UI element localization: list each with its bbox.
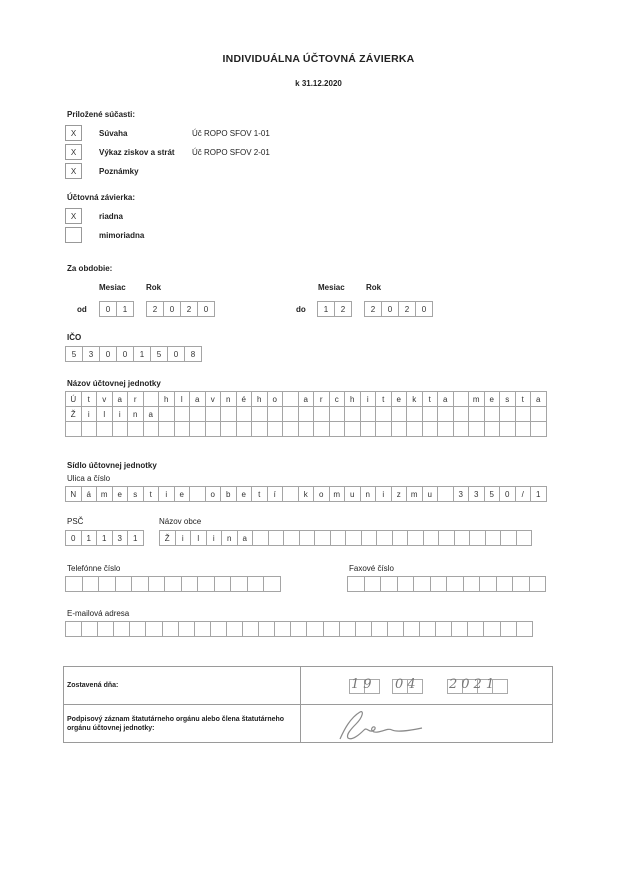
char-cell[interactable] bbox=[355, 621, 372, 637]
from-label: od bbox=[77, 305, 87, 314]
char-cell[interactable] bbox=[205, 406, 222, 422]
char-cell[interactable] bbox=[376, 530, 393, 546]
char-cell[interactable]: l bbox=[96, 406, 113, 422]
phone-field[interactable] bbox=[65, 576, 280, 592]
ico-label: IČO bbox=[67, 333, 82, 342]
char-cell[interactable] bbox=[181, 576, 199, 592]
to-year-label: Rok bbox=[366, 283, 382, 292]
char-cell[interactable] bbox=[413, 576, 431, 592]
char-cell[interactable] bbox=[515, 421, 532, 437]
char-cell[interactable] bbox=[435, 621, 452, 637]
char-cell[interactable]: n bbox=[127, 406, 144, 422]
char-cell[interactable]: n bbox=[220, 391, 237, 407]
char-cell[interactable] bbox=[484, 421, 501, 437]
char-cell[interactable] bbox=[391, 406, 408, 422]
handwritten-signature bbox=[330, 708, 430, 742]
char-cell[interactable] bbox=[499, 421, 516, 437]
char-cell[interactable]: v bbox=[96, 391, 113, 407]
char-cell[interactable] bbox=[446, 576, 464, 592]
digit-cell[interactable]: 8 bbox=[184, 346, 202, 362]
statement-type-heading: Účtovná závierka: bbox=[67, 193, 136, 202]
char-cell[interactable]: h bbox=[158, 391, 175, 407]
char-cell[interactable] bbox=[194, 621, 211, 637]
char-cell[interactable] bbox=[496, 576, 514, 592]
char-cell[interactable] bbox=[437, 486, 454, 502]
char-cell[interactable] bbox=[210, 621, 227, 637]
char-cell[interactable] bbox=[236, 421, 253, 437]
char-cell[interactable] bbox=[112, 421, 129, 437]
char-cell[interactable]: 0 bbox=[499, 486, 516, 502]
char-cell[interactable] bbox=[113, 621, 130, 637]
digit-cell[interactable]: 2 bbox=[180, 301, 198, 317]
char-cell[interactable] bbox=[344, 406, 361, 422]
street-field[interactable] bbox=[65, 486, 546, 502]
char-cell[interactable] bbox=[437, 406, 454, 422]
char-cell[interactable]: a bbox=[437, 391, 454, 407]
char-cell[interactable]: 3 bbox=[453, 486, 470, 502]
char-cell[interactable]: t bbox=[143, 486, 160, 502]
signature-record-label: Podpisový záznam štatutárneho orgánu alebo člena štatutárneho orgánu účtovnej jednotky: bbox=[67, 716, 285, 732]
char-cell[interactable]: m bbox=[468, 391, 485, 407]
email-field[interactable] bbox=[65, 621, 532, 637]
to-label: do bbox=[296, 305, 306, 314]
char-cell[interactable] bbox=[247, 576, 265, 592]
compiled-date-label: Zostavená dňa: bbox=[67, 682, 119, 689]
char-cell[interactable] bbox=[345, 530, 362, 546]
from-year-field[interactable] bbox=[146, 301, 214, 317]
char-cell[interactable] bbox=[387, 621, 404, 637]
char-cell[interactable] bbox=[467, 621, 484, 637]
char-cell[interactable] bbox=[65, 576, 83, 592]
char-cell[interactable] bbox=[98, 576, 116, 592]
digit-cell[interactable]: 0 bbox=[197, 301, 215, 317]
char-cell[interactable] bbox=[174, 421, 191, 437]
char-cell[interactable] bbox=[258, 621, 275, 637]
char-cell[interactable] bbox=[313, 406, 330, 422]
char-cell[interactable]: h bbox=[344, 391, 361, 407]
char-cell[interactable] bbox=[252, 530, 269, 546]
char-cell[interactable]: o bbox=[267, 391, 284, 407]
char-cell[interactable]: a bbox=[143, 406, 160, 422]
char-cell[interactable] bbox=[298, 406, 315, 422]
char-cell[interactable] bbox=[499, 406, 516, 422]
char-cell[interactable]: u bbox=[344, 486, 361, 502]
phone-label: Telefónne číslo bbox=[67, 564, 121, 573]
char-cell[interactable] bbox=[339, 621, 356, 637]
char-cell[interactable] bbox=[299, 530, 316, 546]
divider bbox=[63, 704, 553, 705]
char-cell[interactable]: t bbox=[81, 391, 98, 407]
char-cell[interactable]: z bbox=[391, 486, 408, 502]
char-cell[interactable] bbox=[360, 421, 377, 437]
char-cell[interactable] bbox=[189, 421, 206, 437]
char-cell[interactable] bbox=[406, 421, 423, 437]
component-checkbox-income[interactable]: X bbox=[65, 144, 82, 160]
unit-name-label: Názov účtovnej jednotky bbox=[67, 379, 161, 388]
char-cell[interactable] bbox=[454, 530, 471, 546]
char-cell[interactable] bbox=[512, 576, 530, 592]
component-checkbox-notes[interactable]: X bbox=[65, 163, 82, 179]
char-cell[interactable] bbox=[330, 530, 347, 546]
char-cell[interactable] bbox=[479, 576, 497, 592]
document-title: INDIVIDUÁLNA ÚČTOVNÁ ZÁVIERKA bbox=[222, 53, 415, 65]
char-cell[interactable] bbox=[422, 406, 439, 422]
char-cell[interactable] bbox=[375, 421, 392, 437]
char-cell[interactable] bbox=[97, 621, 114, 637]
city-field[interactable] bbox=[159, 530, 531, 546]
char-cell[interactable] bbox=[397, 576, 415, 592]
char-cell[interactable] bbox=[306, 621, 323, 637]
document-date: k 31.12.2020 bbox=[295, 79, 342, 88]
digit-cell[interactable]: 5 bbox=[65, 346, 83, 362]
char-cell[interactable] bbox=[268, 530, 285, 546]
char-cell[interactable] bbox=[453, 406, 470, 422]
char-cell[interactable]: a bbox=[237, 530, 254, 546]
city-label: Názov obce bbox=[159, 517, 202, 526]
char-cell[interactable] bbox=[251, 421, 268, 437]
street-label: Ulica a číslo bbox=[67, 474, 111, 483]
digit-cell[interactable]: 0 bbox=[163, 301, 181, 317]
char-cell[interactable] bbox=[323, 621, 340, 637]
component-checkbox-balance[interactable]: X bbox=[65, 125, 82, 141]
char-cell[interactable] bbox=[485, 530, 502, 546]
char-cell[interactable] bbox=[145, 621, 162, 637]
char-cell[interactable] bbox=[516, 621, 533, 637]
char-cell[interactable]: N bbox=[65, 486, 82, 502]
statement-checkbox-regular[interactable]: X bbox=[65, 208, 82, 224]
char-cell[interactable]: t bbox=[251, 486, 268, 502]
char-cell[interactable]: é bbox=[236, 391, 253, 407]
char-cell[interactable] bbox=[364, 576, 382, 592]
char-cell[interactable]: o bbox=[313, 486, 330, 502]
char-cell[interactable]: s bbox=[127, 486, 144, 502]
to-month-label: Mesiac bbox=[318, 283, 345, 292]
char-cell[interactable] bbox=[430, 576, 448, 592]
char-cell[interactable] bbox=[282, 391, 299, 407]
psc-field[interactable] bbox=[65, 530, 143, 546]
char-cell[interactable]: n bbox=[360, 486, 377, 502]
char-cell[interactable] bbox=[205, 421, 222, 437]
char-cell[interactable]: 5 bbox=[484, 486, 501, 502]
char-cell[interactable]: 1 bbox=[127, 530, 144, 546]
char-cell[interactable]: 1 bbox=[81, 530, 98, 546]
char-cell[interactable] bbox=[329, 406, 346, 422]
char-cell[interactable]: t bbox=[422, 391, 439, 407]
digit-cell[interactable]: 0 bbox=[116, 346, 134, 362]
char-cell[interactable] bbox=[220, 406, 237, 422]
char-cell[interactable] bbox=[174, 406, 191, 422]
digit-cell[interactable]: 3 bbox=[82, 346, 100, 362]
char-cell[interactable] bbox=[282, 486, 299, 502]
digit-cell[interactable]: 0 bbox=[99, 301, 117, 317]
char-cell[interactable] bbox=[96, 421, 113, 437]
fax-field[interactable] bbox=[347, 576, 545, 592]
component-label-notes: Poznámky bbox=[99, 167, 139, 176]
statement-label-regular: riadna bbox=[99, 212, 124, 221]
char-cell[interactable] bbox=[361, 530, 378, 546]
digit-cell[interactable]: 2 bbox=[146, 301, 164, 317]
char-cell[interactable] bbox=[158, 421, 175, 437]
char-cell[interactable] bbox=[329, 421, 346, 437]
char-cell[interactable]: 1 bbox=[530, 486, 547, 502]
char-cell[interactable] bbox=[267, 406, 284, 422]
char-cell[interactable]: i bbox=[360, 391, 377, 407]
component-label-income: Výkaz ziskov a strát bbox=[99, 148, 175, 157]
char-cell[interactable]: m bbox=[96, 486, 113, 502]
char-cell[interactable] bbox=[529, 576, 547, 592]
compiled-date-year[interactable]: 2021 bbox=[449, 677, 499, 692]
char-cell[interactable] bbox=[65, 621, 82, 637]
digit-cell[interactable]: 5 bbox=[150, 346, 168, 362]
to-year-field[interactable] bbox=[364, 301, 432, 317]
char-cell[interactable]: n bbox=[221, 530, 238, 546]
from-month-label: Mesiac bbox=[99, 283, 126, 292]
char-cell[interactable] bbox=[283, 530, 300, 546]
char-cell[interactable] bbox=[274, 621, 291, 637]
char-cell[interactable]: Ž bbox=[65, 406, 82, 422]
digit-cell[interactable]: 0 bbox=[167, 346, 185, 362]
char-cell[interactable] bbox=[214, 576, 232, 592]
char-cell[interactable]: Ú bbox=[65, 391, 82, 407]
char-cell[interactable] bbox=[251, 406, 268, 422]
char-cell[interactable] bbox=[230, 576, 248, 592]
from-month-field[interactable] bbox=[99, 301, 133, 317]
char-cell[interactable]: i bbox=[81, 406, 98, 422]
digit-cell[interactable]: 2 bbox=[334, 301, 352, 317]
char-cell[interactable]: m bbox=[406, 486, 423, 502]
digit-cell[interactable]: 0 bbox=[381, 301, 399, 317]
char-cell[interactable]: Ž bbox=[159, 530, 176, 546]
char-cell[interactable]: í bbox=[267, 486, 284, 502]
char-cell[interactable] bbox=[437, 421, 454, 437]
char-cell[interactable]: r bbox=[127, 391, 144, 407]
char-cell[interactable]: 3 bbox=[112, 530, 129, 546]
char-cell[interactable] bbox=[530, 406, 547, 422]
char-cell[interactable]: k bbox=[298, 486, 315, 502]
char-cell[interactable] bbox=[422, 421, 439, 437]
compiled-date-month[interactable]: 04 bbox=[395, 677, 420, 692]
char-cell[interactable] bbox=[226, 621, 243, 637]
char-cell[interactable]: e bbox=[112, 486, 129, 502]
digit-cell[interactable]: 1 bbox=[116, 301, 134, 317]
char-cell[interactable] bbox=[236, 406, 253, 422]
char-cell[interactable] bbox=[178, 621, 195, 637]
char-cell[interactable] bbox=[484, 406, 501, 422]
char-cell[interactable]: e bbox=[236, 486, 253, 502]
char-cell[interactable] bbox=[115, 576, 133, 592]
char-cell[interactable] bbox=[468, 406, 485, 422]
components-heading: Priložené súčasti: bbox=[67, 110, 136, 119]
char-cell[interactable]: e bbox=[174, 486, 191, 502]
email-label: E-mailová adresa bbox=[67, 609, 130, 618]
char-cell[interactable] bbox=[162, 621, 179, 637]
char-cell[interactable]: i bbox=[158, 486, 175, 502]
char-cell[interactable] bbox=[469, 530, 486, 546]
char-cell[interactable] bbox=[81, 421, 98, 437]
char-cell[interactable]: e bbox=[391, 391, 408, 407]
ico-field[interactable] bbox=[65, 346, 201, 362]
divider bbox=[300, 666, 301, 743]
char-cell[interactable]: i bbox=[375, 486, 392, 502]
char-cell[interactable] bbox=[438, 530, 455, 546]
char-cell[interactable] bbox=[483, 621, 500, 637]
char-cell[interactable] bbox=[375, 406, 392, 422]
char-cell[interactable] bbox=[500, 621, 517, 637]
char-cell[interactable] bbox=[81, 621, 98, 637]
digit-cell[interactable]: 2 bbox=[398, 301, 416, 317]
char-cell[interactable] bbox=[419, 621, 436, 637]
to-month-field[interactable] bbox=[317, 301, 351, 317]
char-cell[interactable] bbox=[143, 391, 160, 407]
char-cell[interactable]: a bbox=[298, 391, 315, 407]
char-cell[interactable]: k bbox=[406, 391, 423, 407]
char-cell[interactable]: t bbox=[515, 391, 532, 407]
digit-cell[interactable]: 0 bbox=[99, 346, 117, 362]
char-cell[interactable]: v bbox=[205, 391, 222, 407]
char-cell[interactable] bbox=[290, 621, 307, 637]
component-code-income: Úč ROPO SFOV 2-01 bbox=[192, 148, 270, 157]
compiled-date-day[interactable]: 19 bbox=[351, 677, 376, 692]
char-cell[interactable] bbox=[242, 621, 259, 637]
period-heading: Za obdobie: bbox=[67, 264, 113, 273]
char-cell[interactable] bbox=[164, 576, 182, 592]
char-cell[interactable] bbox=[423, 530, 440, 546]
char-cell[interactable] bbox=[463, 576, 481, 592]
char-cell[interactable] bbox=[468, 421, 485, 437]
char-cell[interactable]: i bbox=[206, 530, 223, 546]
char-cell[interactable] bbox=[282, 406, 299, 422]
char-cell[interactable] bbox=[263, 576, 281, 592]
char-cell[interactable] bbox=[158, 406, 175, 422]
char-cell[interactable]: i bbox=[175, 530, 192, 546]
char-cell[interactable] bbox=[500, 530, 517, 546]
char-cell[interactable]: b bbox=[220, 486, 237, 502]
char-cell[interactable] bbox=[267, 421, 284, 437]
char-cell[interactable] bbox=[82, 576, 100, 592]
char-cell[interactable]: m bbox=[329, 486, 346, 502]
digit-cell[interactable]: 2 bbox=[364, 301, 382, 317]
char-cell[interactable] bbox=[380, 576, 398, 592]
char-cell[interactable] bbox=[403, 621, 420, 637]
char-cell[interactable]: a bbox=[189, 391, 206, 407]
char-cell[interactable] bbox=[143, 421, 160, 437]
char-cell[interactable]: a bbox=[112, 391, 129, 407]
char-cell[interactable] bbox=[127, 421, 144, 437]
char-cell[interactable] bbox=[131, 576, 149, 592]
char-cell[interactable] bbox=[451, 621, 468, 637]
char-cell[interactable] bbox=[189, 486, 206, 502]
char-cell[interactable] bbox=[453, 421, 470, 437]
digit-cell[interactable]: 0 bbox=[415, 301, 433, 317]
char-cell[interactable] bbox=[298, 421, 315, 437]
char-cell[interactable]: o bbox=[205, 486, 222, 502]
char-cell[interactable]: 1 bbox=[96, 530, 113, 546]
char-cell[interactable] bbox=[360, 406, 377, 422]
char-cell[interactable] bbox=[313, 421, 330, 437]
char-cell[interactable]: a bbox=[530, 391, 547, 407]
char-cell[interactable] bbox=[148, 576, 166, 592]
component-code-balance: Úč ROPO SFOV 1-01 bbox=[192, 129, 270, 138]
char-cell[interactable] bbox=[392, 530, 409, 546]
char-cell[interactable] bbox=[516, 530, 533, 546]
char-cell[interactable]: r bbox=[313, 391, 330, 407]
char-cell[interactable]: s bbox=[499, 391, 516, 407]
char-cell[interactable] bbox=[344, 421, 361, 437]
char-cell[interactable] bbox=[530, 421, 547, 437]
char-cell[interactable] bbox=[282, 421, 299, 437]
digit-cell[interactable]: 1 bbox=[317, 301, 335, 317]
char-cell[interactable] bbox=[129, 621, 146, 637]
char-cell[interactable]: i bbox=[112, 406, 129, 422]
char-cell[interactable] bbox=[314, 530, 331, 546]
char-cell[interactable]: c bbox=[329, 391, 346, 407]
digit-cell[interactable]: 1 bbox=[133, 346, 151, 362]
char-cell[interactable] bbox=[65, 421, 82, 437]
char-cell[interactable]: t bbox=[375, 391, 392, 407]
char-cell[interactable] bbox=[391, 421, 408, 437]
char-cell[interactable] bbox=[515, 406, 532, 422]
char-cell[interactable]: l bbox=[190, 530, 207, 546]
char-cell[interactable] bbox=[407, 530, 424, 546]
char-cell[interactable]: l bbox=[174, 391, 191, 407]
char-cell[interactable] bbox=[347, 576, 365, 592]
char-cell[interactable]: 3 bbox=[468, 486, 485, 502]
statement-label-extraordinary: mimoriadna bbox=[99, 231, 145, 240]
char-cell[interactable] bbox=[220, 421, 237, 437]
char-cell[interactable]: u bbox=[422, 486, 439, 502]
component-label-balance: Súvaha bbox=[99, 129, 128, 138]
unit-name-field[interactable] bbox=[65, 391, 546, 437]
char-cell[interactable] bbox=[453, 391, 470, 407]
char-cell[interactable] bbox=[371, 621, 388, 637]
char-cell[interactable]: á bbox=[81, 486, 98, 502]
statement-checkbox-extraordinary[interactable] bbox=[65, 227, 82, 243]
char-cell[interactable] bbox=[197, 576, 215, 592]
char-cell[interactable] bbox=[406, 406, 423, 422]
char-cell[interactable]: 0 bbox=[65, 530, 82, 546]
char-cell[interactable]: h bbox=[251, 391, 268, 407]
address-heading: Sídlo účtovnej jednotky bbox=[67, 461, 157, 470]
char-cell[interactable] bbox=[189, 406, 206, 422]
char-cell[interactable]: e bbox=[484, 391, 501, 407]
from-year-label: Rok bbox=[146, 283, 162, 292]
char-cell[interactable]: / bbox=[515, 486, 532, 502]
fax-label: Faxové číslo bbox=[349, 564, 394, 573]
psc-label: PSČ bbox=[67, 517, 84, 526]
